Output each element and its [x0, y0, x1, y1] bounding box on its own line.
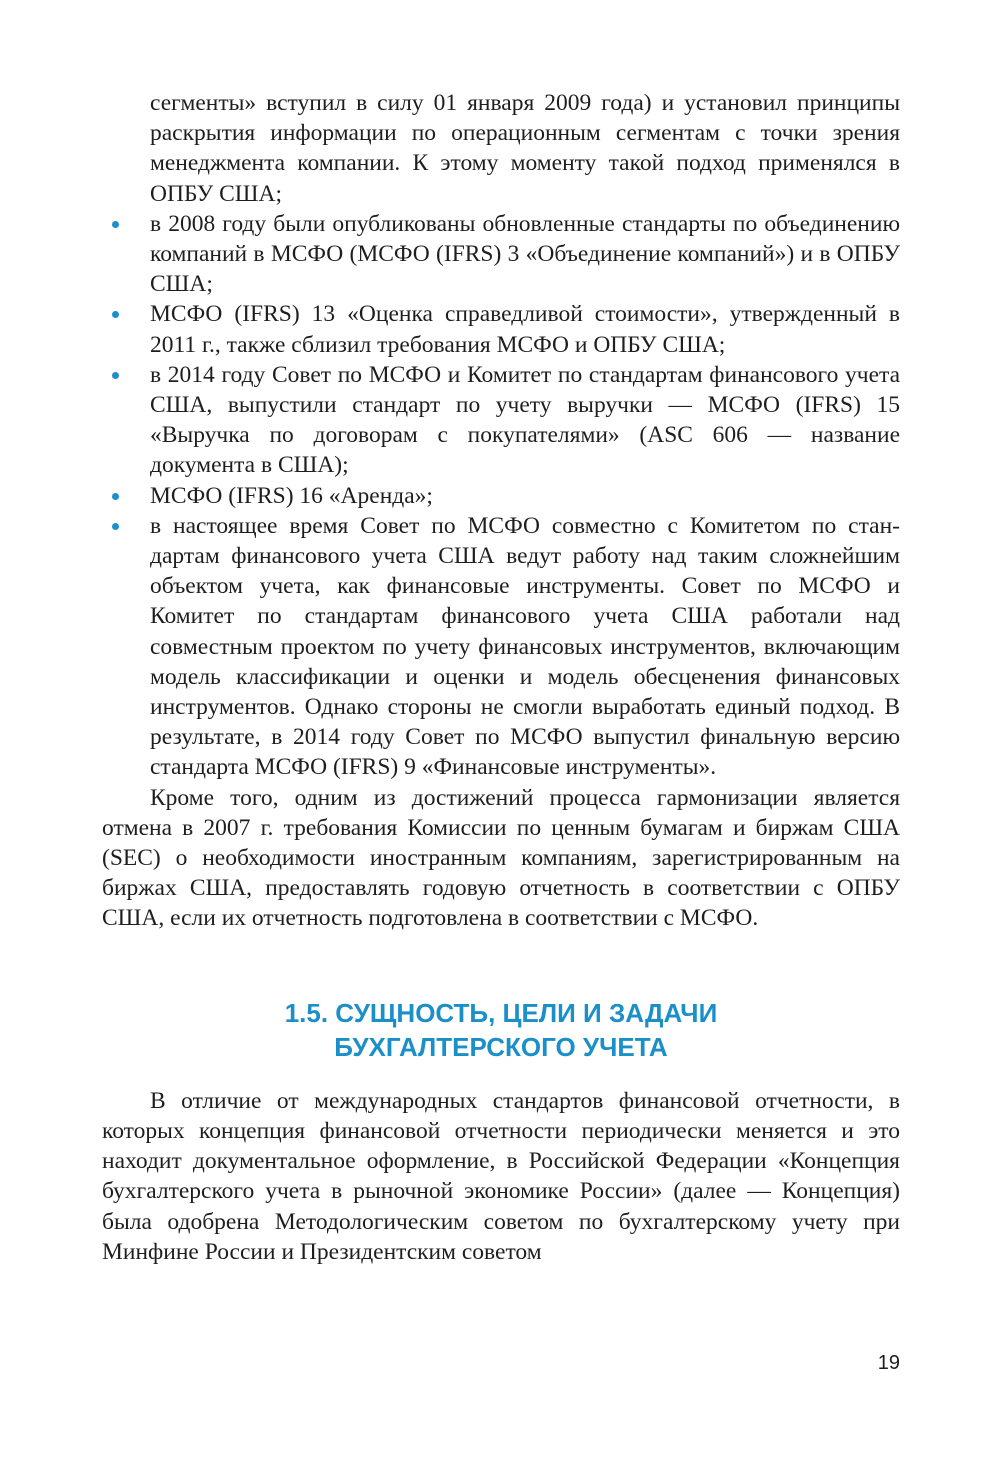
- bullet-list: [102, 209, 900, 783]
- concept-paragraph: В отличие от международных стандартов финансовой отчетности, в которых концепция финансовой отчетности периодически меняется и это находит документальное оформление, в Российской Федерации «Концепция бухгалтерского учета в рыночной экономике России» (далее — Концепция) была одобрена Методологическим советом по бухгалтерскому учету при Минфине России и Президентским советом: [102, 1087, 900, 1265]
- list-item: [102, 360, 900, 481]
- document-page: [102, 88, 900, 1267]
- bullet-icon: [112, 221, 119, 228]
- bullet-icon: [112, 311, 119, 318]
- list-item: [102, 511, 900, 783]
- section-heading: [102, 996, 900, 1064]
- bullet-icon: [112, 372, 119, 379]
- bullet-icon: [112, 493, 119, 500]
- list-item-text: МСФО (IFRS) 13 «Оценка справедливой стоимости», утвержденный в 2011 г., также сблизил требования МСФО и ОПБУ США;: [150, 301, 900, 358]
- list-item: [102, 481, 900, 511]
- bullet-icon: [112, 523, 119, 530]
- list-item-text: в 2008 году были опубликованы обновленные стандарты по объединению компаний в МСФО (МСФО (IFRS) 3 «Объединение компаний») и в ОПБУ США;: [150, 210, 900, 298]
- list-item: [102, 299, 900, 359]
- list-item-text: МСФО (IFRS) 16 «Аренда»;: [150, 482, 433, 509]
- continuation-paragraph: сегменты» вступил в силу 01 января 2009 года) и установил принципы раскрытия информации по операционным сегментам с точки зрения менеджмента компании. К этому моменту такой подход применялся в ОПБУ США;: [150, 90, 900, 207]
- page-number: 19: [877, 1352, 900, 1374]
- list-item-text: в настоящее время Совет по МСФО совместно с Комитетом по стандартам финансового учета США ведут работу над таким сложнейшим объектом учета, как финансовые инструменты. Совет по МСФО и Комитет по стандартам финансового учета США работали над совместным проектом по учету финансовых инструментов, включающим модель классификации и оценки и модель обесценения финансовых инструментов. Однако стороны не смогли выработать единый подход. В результате, в 2014 году Совет по МСФО выпустил финальную версию стандарта МСФО (IFRS) 9 «Финансовые инструменты».: [150, 512, 900, 781]
- section-heading-line-2: БУХГАЛТЕРСКОГО УЧЕТА: [334, 1031, 668, 1062]
- list-item-text: в 2014 году Совет по МСФО и Комитет по стандартам финансового учета США, выпустили стандарт по учету выручки — МСФО (IFRS) 15 «Выручка по договорам с покупателями» (ASC 606 — название документа в США);: [150, 361, 900, 479]
- list-item: [102, 209, 900, 300]
- section-heading-line-1: 1.5. СУЩНОСТЬ, ЦЕЛИ И ЗАДАЧИ: [284, 997, 718, 1028]
- harmonization-paragraph: Кроме того, одним из достижений процесса гармонизации является отмена в 2007 г. требования Комиссии по ценным бумагам и биржам США (SEC) о необходимости иностранным компаниям, зарегистрированным на биржах США, предоставлять годовую отчетность в соответствии с ОПБУ США, если их отчетность подготовлена в соответствии с МСФО.: [102, 784, 900, 932]
